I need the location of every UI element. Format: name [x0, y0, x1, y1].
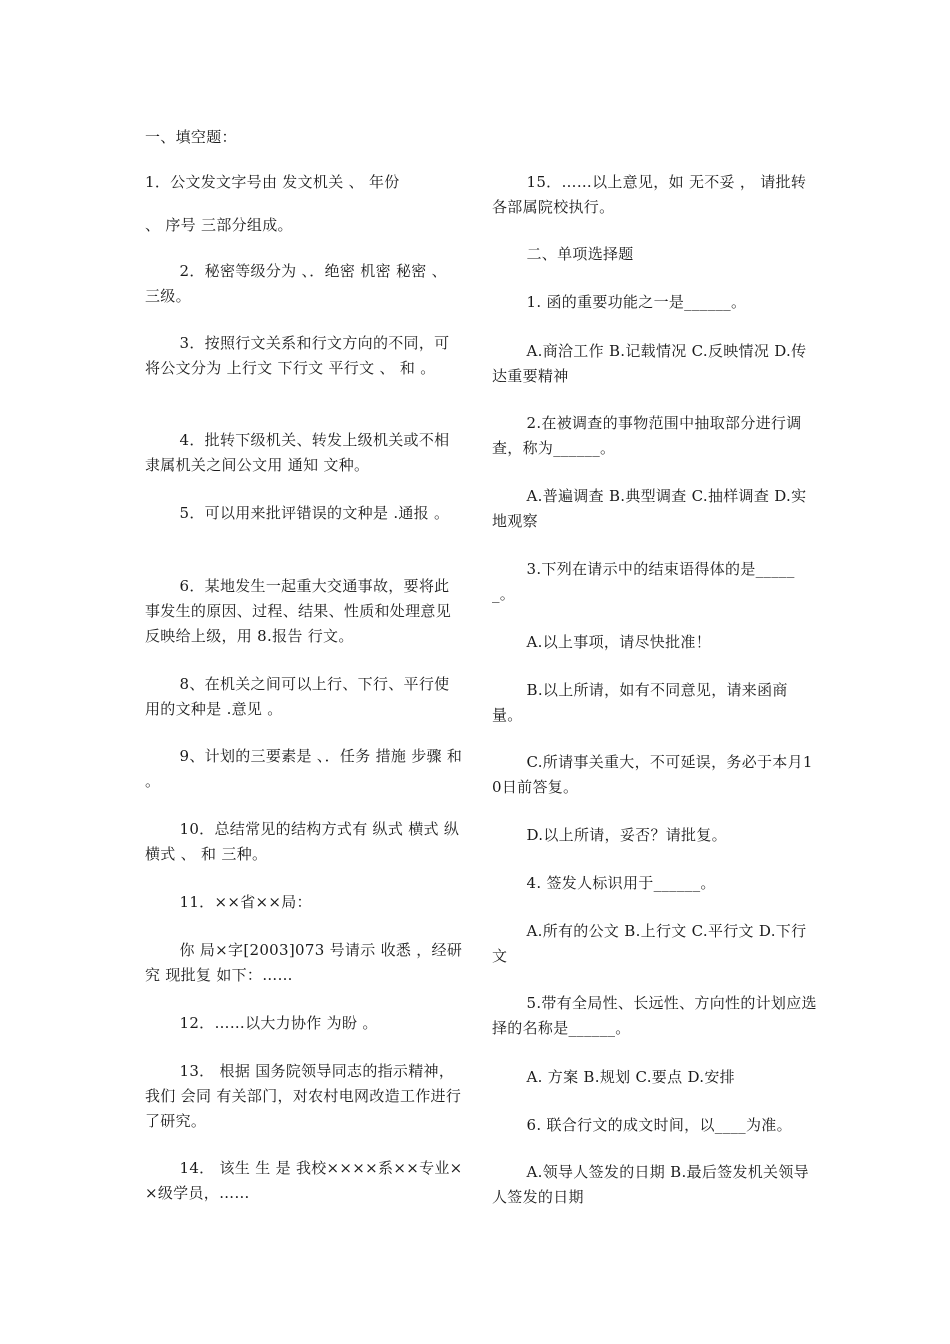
- question-1-line-2: 、 序号 三部分组成。: [145, 216, 293, 234]
- choice-question-6: 6. 联合行文的成文时间，以____为准。: [526, 1116, 792, 1134]
- choice-question-3-option-d: D.以上所请，妥否？请批复。: [526, 826, 727, 844]
- choice-question-1: 1. 函的重要功能之一是______。: [526, 293, 747, 311]
- question-13: 13． 根据 国务院领导同志的指示精神，我们 会同 有关部门，对农村电网改造工作进行了研究。: [145, 1062, 462, 1130]
- choice-question-6-options: A.领导人签发的日期 B.最后签发机关领导人签发的日期: [492, 1163, 809, 1206]
- question-11: 11．××省××局：: [179, 893, 312, 911]
- choice-question-4-options: A.所有的公文 B.上行文 C.平行文 D.下行文: [492, 922, 807, 965]
- choice-question-1-options: A.商洽工作 B.记载情况 C.反映情况 D.传达重要精神: [492, 342, 807, 385]
- choice-question-4: 4. 签发人标识用于______。: [526, 874, 716, 892]
- choice-question-3-option-b: B.以上所请，如有不同意见，请来函商量。: [492, 681, 788, 724]
- choice-question-5: 5.带有全局性、长远性、方向性的计划应选择的名称是______。: [492, 994, 817, 1037]
- question-5: 5．可以用来批评错误的文种是 .通报 。: [179, 504, 450, 522]
- choice-question-5-options: A. 方案 B.规划 C.要点 D.安排: [526, 1068, 735, 1086]
- question-3: 3．按照行文关系和行文方向的不同，可将公文分为 上行文 下行文 平行文 、 和 。: [145, 334, 450, 377]
- question-1-line-1: 1．公文发文字号由 发文机关 、 年份: [145, 173, 400, 191]
- section-heading-single-choice: 二、单项选择题: [526, 245, 634, 263]
- question-14: 14． 该生 生 是 我校××××系××专业××级学员，……: [145, 1159, 463, 1202]
- choice-question-2-options: A.普遍调查 B.典型调查 C.抽样调查 D.实地观察: [492, 487, 807, 530]
- choice-question-2: 2.在被调查的事物范围中抽取部分进行调查，称为______。: [492, 414, 802, 457]
- question-4: 4．批转下级机关、转发上级机关或不相隶属机关之间公文用 通知 文种。: [145, 431, 450, 474]
- section-heading-fill-blank: 一、填空题：: [145, 128, 237, 146]
- question-11-body: 你 局×字[2003]073 号请示 收悉 ，经研究 现批复 如下：……: [145, 941, 463, 984]
- choice-question-3-option-a: A.以上事项，请尽快批准！: [526, 633, 712, 651]
- question-15: 15．……以上意见，如 无不妥 ， 请批转各部属院校执行。: [492, 173, 807, 216]
- question-12: 12．……以大力协作 为盼 。: [179, 1014, 378, 1032]
- question-2: 2．秘密等级分为 、．绝密 机密 秘密 、 三级。: [145, 262, 447, 305]
- question-10: 10．总结常见的结构方式有 纵式 横式 纵横式 、 和 三种。: [145, 820, 460, 863]
- choice-question-3: 3.下列在请示中的结束语得体的是______。: [492, 560, 795, 603]
- question-8: 8、在机关之间可以上行、下行、平行使用的文种是 .意见 。: [145, 675, 450, 718]
- question-6: 6．某地发生一起重大交通事故，要将此事发生的原因、过程、结果、性质和处理意见反映给上级，用 8.报告 行文。: [145, 577, 452, 645]
- question-9: 9、计划的三要素是 、．任务 措施 步骤 和 。: [145, 747, 463, 790]
- choice-question-3-option-c: C.所请事关重大，不可延误，务必于本月10日前答复。: [492, 753, 813, 796]
